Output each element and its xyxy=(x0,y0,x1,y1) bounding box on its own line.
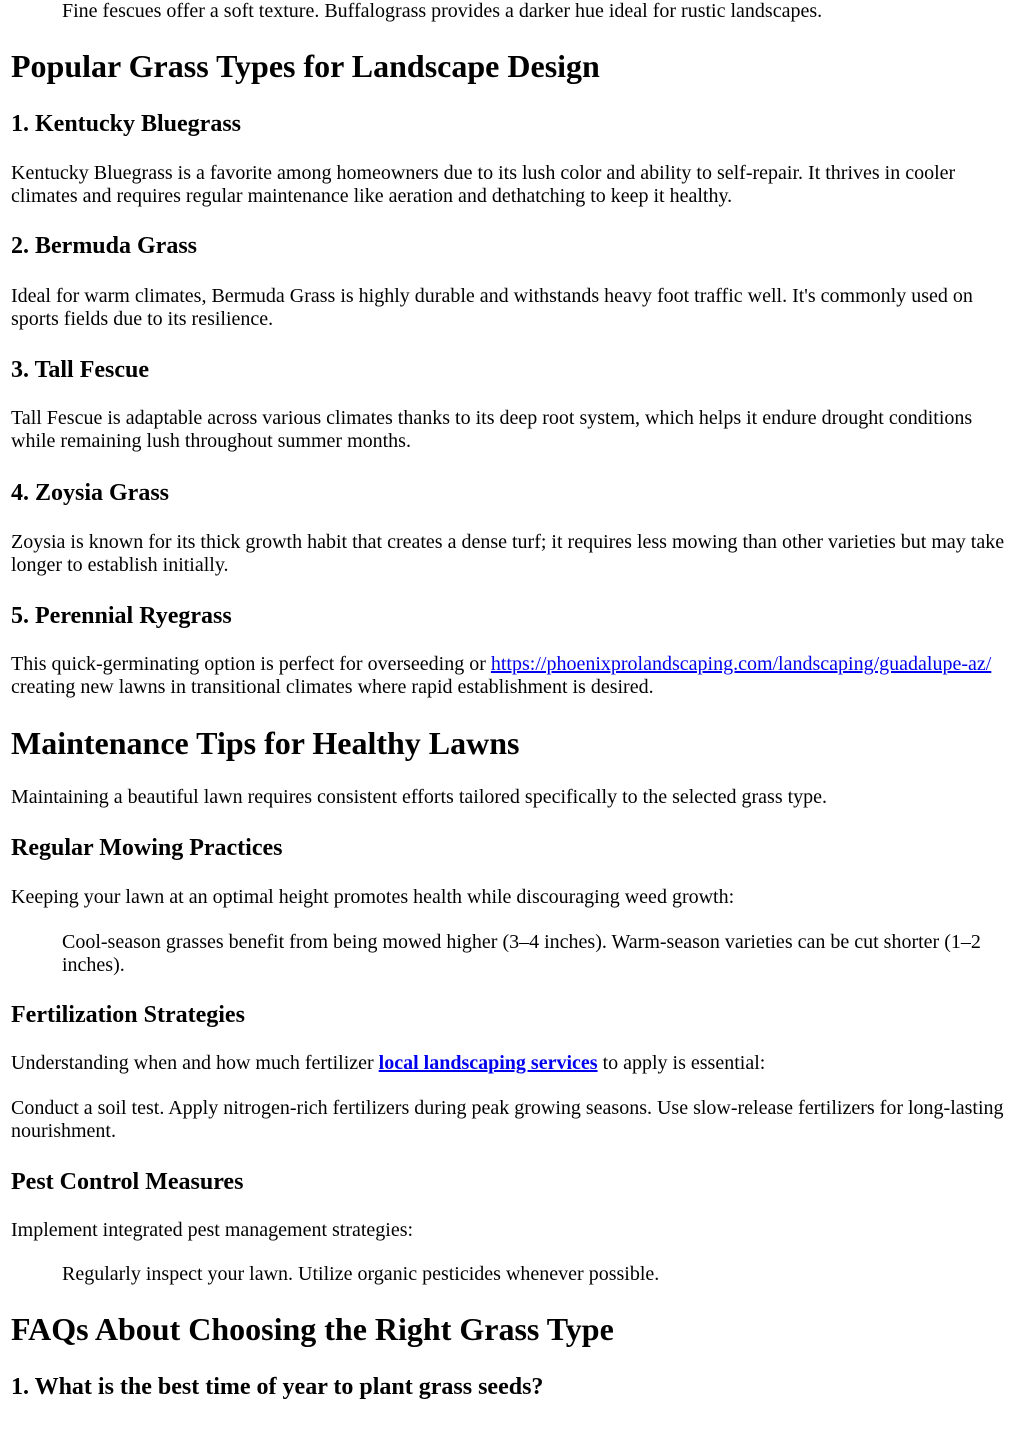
perennial-ryegrass-title: 5. Perennial Ryegrass xyxy=(11,603,232,629)
pest-control-intro-text: Implement integrated pest management strategies: xyxy=(11,1219,414,1241)
maintenance-heading: Maintenance Tips for Healthy Lawns xyxy=(11,725,520,761)
popular-grass-heading: Popular Grass Types for Landscape Design xyxy=(11,48,600,84)
faq-question-1: 1. What is the best time of year to plant grass seeds? xyxy=(11,1374,544,1400)
mowing-title: Regular Mowing Practices xyxy=(11,835,283,861)
mowing-intro-text: Keeping your lawn at an optimal height promotes health while discouraging weed growth: xyxy=(11,886,735,908)
fertilization-detail-text: Conduct a soil test. Apply nitrogen-rich fertilizers during peak growing seasons. Use slow-release fertilizers for long-lasting nourishment. xyxy=(11,1097,1004,1142)
zoysia-grass-text: Zoysia is known for its thick growth habit that creates a dense turf; it requires less mowing than other varieties but may take longer to establish initially. xyxy=(11,531,1005,576)
kentucky-bluegrass-text: Kentucky Bluegrass is a favorite among homeowners due to its lush color and ability to self-repair. It thrives in cooler climates and requires regular maintenance like aeration and dethatching to keep it healthy. xyxy=(11,162,956,207)
kentucky-bluegrass-title: 1. Kentucky Bluegrass xyxy=(11,111,242,137)
bermuda-grass-title: 2. Bermuda Grass xyxy=(11,233,197,259)
local-landscaping-services-link[interactable]: local landscaping services xyxy=(378,1052,598,1074)
fertilization-title: Fertilization Strategies xyxy=(11,1002,245,1028)
ryegrass-text-before: This quick-germinating option is perfect for overseeding or xyxy=(11,653,491,675)
pest-control-detail-text: Regularly inspect your lawn. Utilize organic pesticides whenever possible. xyxy=(62,1263,660,1285)
fertilization-intro-text xyxy=(11,1052,1016,1075)
tall-fescue-title: 3. Tall Fescue xyxy=(11,357,150,383)
tall-fescue-text: Tall Fescue is adaptable across various climates thanks to its deep root system, which helps it endure drought conditions while remaining lush throughout summer months. xyxy=(11,407,973,452)
guadalupe-landscaping-link[interactable]: https://phoenixprolandscaping.com/landscaping/guadalupe-az/ xyxy=(490,653,992,675)
intro-tail-text: Fine fescues offer a soft texture. Buffalograss provides a darker hue ideal for rustic landscapes. xyxy=(62,0,823,22)
ryegrass-text-after: creating new lawns in transitional climates where rapid establishment is desired. xyxy=(11,676,654,698)
perennial-ryegrass-text xyxy=(11,653,1016,699)
maintenance-intro-text: Maintaining a beautiful lawn requires consistent efforts tailored specifically to the selected grass type. xyxy=(11,786,828,808)
zoysia-grass-title: 4. Zoysia Grass xyxy=(11,480,170,506)
pest-control-title: Pest Control Measures xyxy=(11,1169,244,1195)
fertilization-text-after: to apply is essential: xyxy=(597,1052,766,1074)
fertilization-text-before: Understanding when and how much fertilizer xyxy=(11,1052,379,1074)
bermuda-grass-text: Ideal for warm climates, Bermuda Grass is highly durable and withstands heavy foot traffic well. It's commonly used on sports fields due to its resilience. xyxy=(11,285,973,330)
faqs-heading: FAQs About Choosing the Right Grass Type xyxy=(11,1311,614,1347)
mowing-detail-text: Cool-season grasses benefit from being mowed higher (3–4 inches). Warm-season varieties can be cut shorter (1–2 inches). xyxy=(62,931,981,976)
